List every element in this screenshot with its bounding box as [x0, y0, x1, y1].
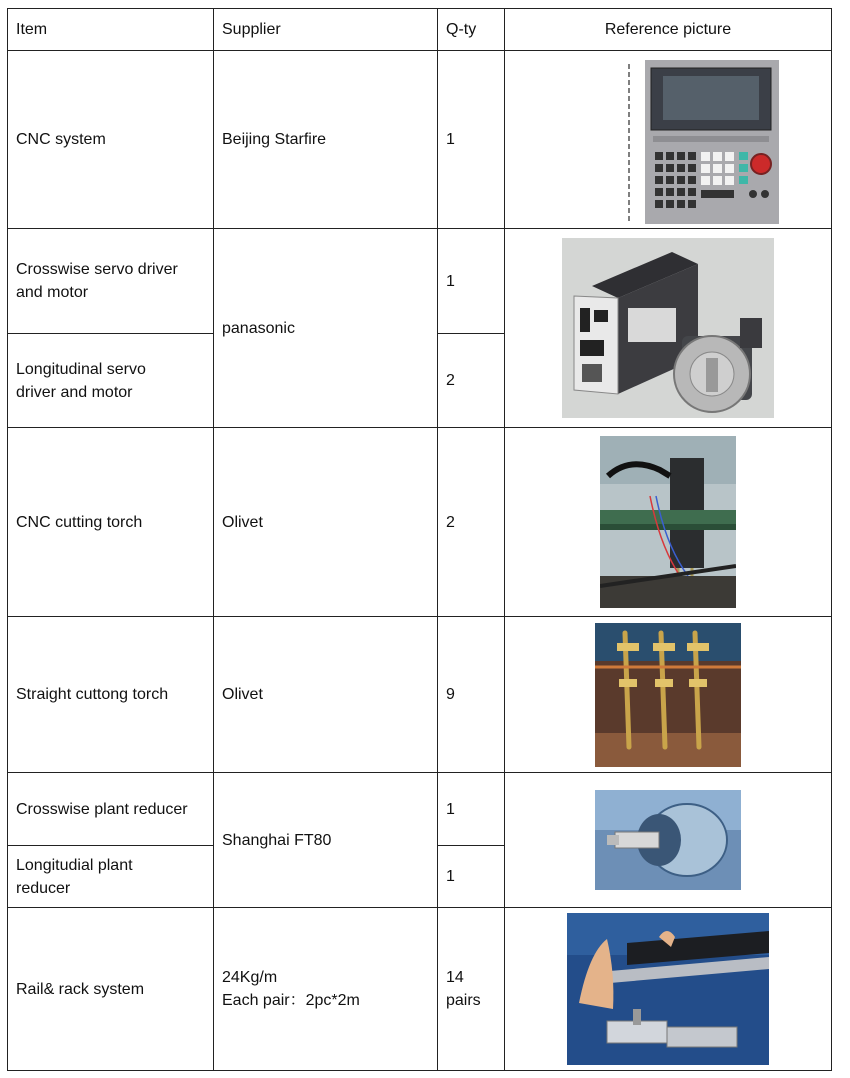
servo-driver-motor-photo — [562, 238, 774, 418]
picture-cell — [505, 773, 832, 908]
supplier-cell: Beijing Starfire — [214, 51, 438, 229]
qty-cell: 1 — [438, 846, 505, 908]
supplier-cell: Olivet — [214, 617, 438, 773]
qty-cell: 14 pairs — [438, 908, 505, 1071]
item-cell: Rail& rack system — [8, 908, 214, 1071]
item-cell: Straight cuttong torch — [8, 617, 214, 773]
item-cell: Longitudial plant reducer — [8, 846, 214, 908]
header-item: Item — [8, 9, 214, 51]
qty-cell: 2 — [438, 428, 505, 617]
qty-cell: 9 — [438, 617, 505, 773]
qty-cell: 1 — [438, 773, 505, 846]
cnc-controller-photo — [625, 54, 785, 226]
qty-cell: 2 — [438, 334, 505, 428]
supplier-cell: 24Kg/m Each pair：2pc*2m — [214, 908, 438, 1071]
table-row — [8, 908, 832, 1071]
qty-cell: 1 — [438, 51, 505, 229]
picture-cell — [505, 908, 832, 1071]
item-cell: CNC cutting torch — [8, 428, 214, 617]
item-cell: Crosswise servo driver and motor — [8, 229, 214, 334]
picture-cell — [505, 428, 832, 617]
item-cell: Crosswise plant reducer — [8, 773, 214, 846]
picture-cell — [505, 229, 832, 428]
cnc-cutting-torch-photo — [600, 436, 736, 608]
straight-cutting-torch-photo — [595, 623, 741, 767]
header-qty: Q-ty — [438, 9, 505, 51]
picture-cell — [505, 51, 832, 229]
table-row — [8, 773, 832, 846]
table-row — [8, 617, 832, 773]
header-reference-picture: Reference picture — [505, 9, 832, 51]
supplier-cell: panasonic — [214, 229, 438, 428]
table-row — [8, 428, 832, 617]
plant-reducer-photo — [595, 790, 741, 890]
header-supplier: Supplier — [214, 9, 438, 51]
rail-rack-photo — [567, 913, 769, 1065]
table-row — [8, 51, 832, 229]
qty-cell: 1 — [438, 229, 505, 334]
parts-table — [7, 8, 832, 1071]
item-cell: CNC system — [8, 51, 214, 229]
table-row — [8, 229, 832, 334]
supplier-cell: Olivet — [214, 428, 438, 617]
supplier-cell: Shanghai FT80 — [214, 773, 438, 908]
item-cell: Longitudinal servo driver and motor — [8, 334, 214, 428]
table-header-row — [8, 9, 832, 51]
picture-cell — [505, 617, 832, 773]
